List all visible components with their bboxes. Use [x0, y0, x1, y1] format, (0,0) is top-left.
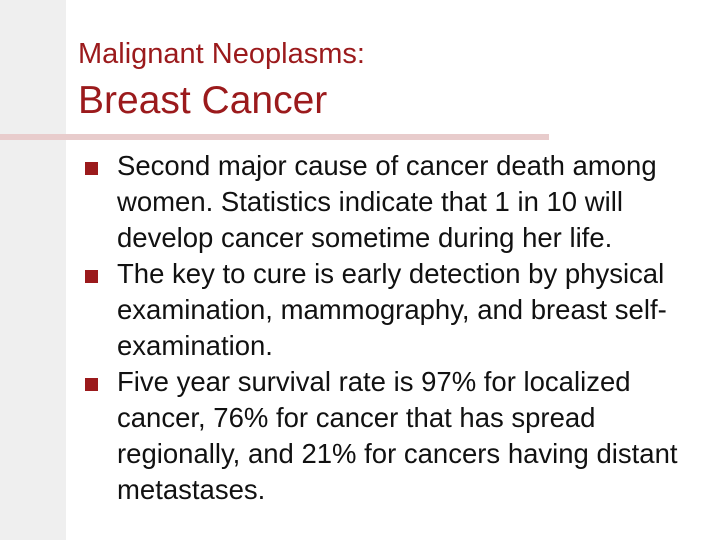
slide-title-area	[78, 28, 698, 126]
bullet-item	[80, 256, 720, 364]
bullet-text: Five year survival rate is 97% for localized cancer, 76% for cancer that has spread regionally, and 21% for cancers having distant metastases.	[117, 366, 678, 505]
bullet-item	[80, 148, 720, 256]
square-bullet-icon	[85, 270, 98, 283]
bullet-item	[80, 364, 720, 508]
bullet-list	[80, 148, 720, 508]
square-bullet-icon	[85, 378, 98, 391]
bullet-text: Second major cause of cancer death among women. Statistics indicate that 1 in 10 will develop cancer sometime during her life.	[117, 150, 657, 253]
bullet-text: The key to cure is early detection by physical examination, mammography, and breast self-examination.	[117, 258, 667, 361]
title-divider	[0, 134, 549, 140]
square-bullet-icon	[85, 162, 98, 175]
slide-subtitle: Malignant Neoplasms:	[78, 38, 365, 70]
slide-title: Breast Cancer	[78, 79, 328, 122]
side-band	[0, 0, 66, 540]
